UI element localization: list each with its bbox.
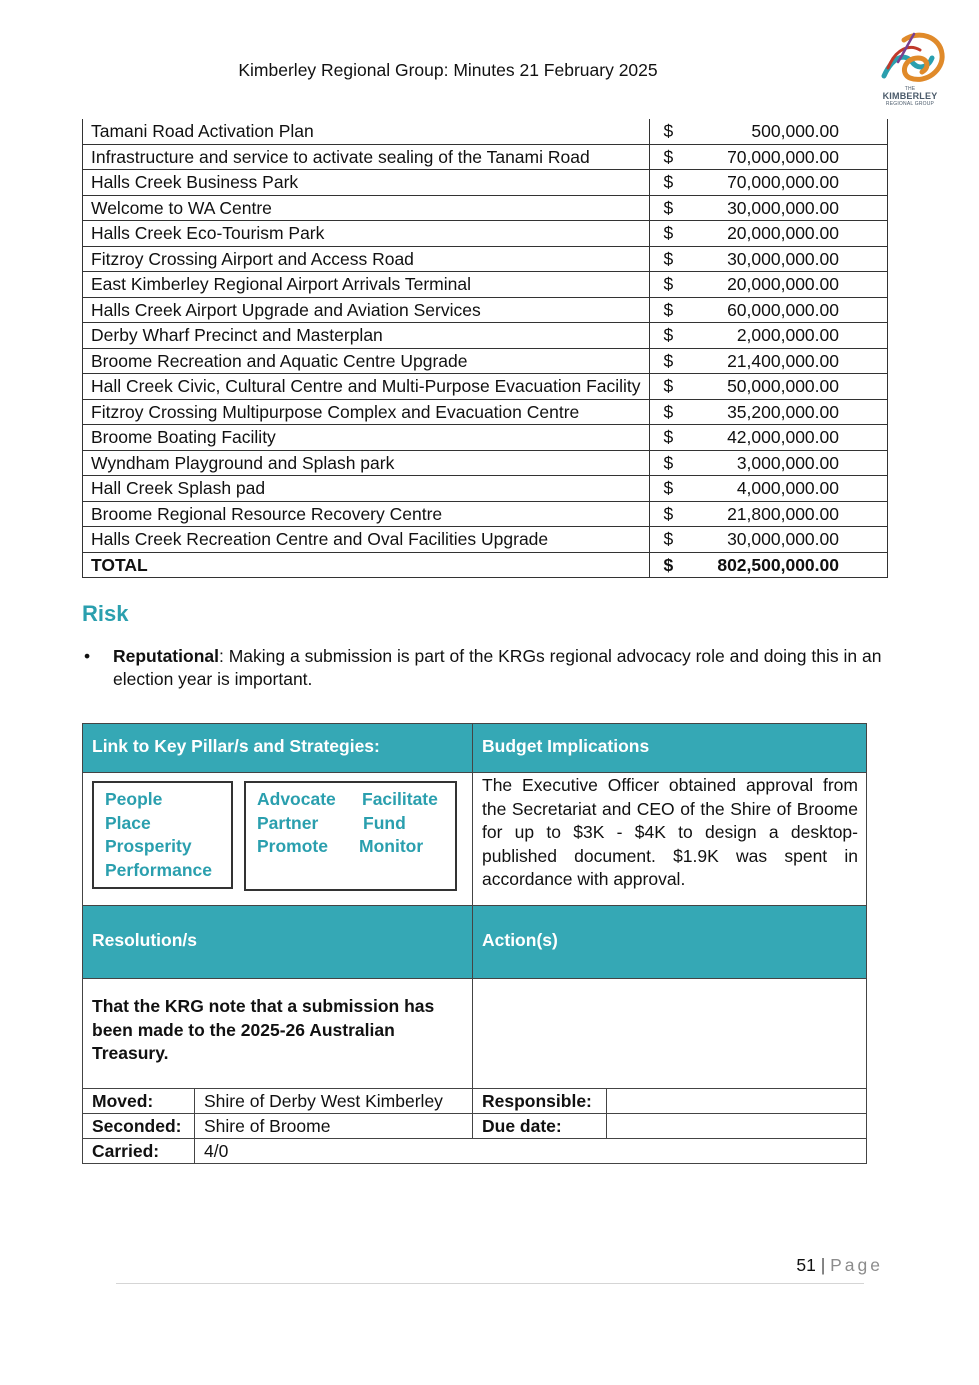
table-row	[83, 144, 888, 170]
seconded-label: Seconded:	[92, 1116, 182, 1136]
currency-symbol: $	[663, 121, 674, 142]
currency-symbol: $	[663, 554, 674, 575]
amount-cell	[649, 501, 887, 527]
strategies-right	[359, 788, 438, 859]
project-name: Wyndham Playground and Splash park	[83, 450, 650, 476]
currency-symbol: $	[663, 503, 674, 524]
project-name: Tamani Road Activation Plan	[83, 119, 650, 144]
table-row	[83, 195, 888, 221]
budget-implications-text: The Executive Officer obtained approval from the Secretariat and CEO of the Shire of Broome for up to $3K - $4K to design a desktop-published document. $1.9K was spent in accordance with approval.	[482, 775, 858, 889]
project-name: Hall Creek Civic, Cultural Centre and Multi-Purpose Evacuation Facility	[83, 374, 650, 400]
table-row	[83, 272, 888, 298]
footer-separator: |	[820, 1255, 826, 1275]
amount-cell	[649, 272, 887, 298]
divider	[83, 1088, 866, 1089]
project-amount: 30,000,000.00	[727, 197, 839, 218]
pillar-performance: Performance	[105, 859, 212, 880]
project-name: Halls Creek Recreation Centre and Oval Facilities Upgrade	[83, 527, 650, 553]
budget-header: Budget Implications	[473, 724, 866, 773]
page-header-title: Kimberley Regional Group: Minutes 21 February 2025	[238, 60, 658, 80]
amount-cell	[649, 246, 887, 272]
risk-bullet-text: Reputational: Making a submission is part of the KRGs regional advocacy role and doing this in an election year is important.	[113, 646, 882, 689]
total-amount: 802,500,000.00	[717, 554, 839, 575]
currency-symbol: $	[663, 478, 674, 499]
project-name: Broome Boating Facility	[83, 425, 650, 451]
amount-cell	[649, 170, 887, 196]
amount-cell	[649, 399, 887, 425]
pillar-prosperity: Prosperity	[105, 836, 192, 856]
moved-value: Shire of Derby West Kimberley	[204, 1091, 443, 1111]
strategies-left	[257, 788, 336, 859]
pillar-people: People	[105, 789, 163, 809]
due-date-label: Due date:	[482, 1116, 562, 1136]
currency-symbol: $	[663, 223, 674, 244]
resolution-header: Resolution/s	[83, 906, 473, 978]
carried-value: 4/0	[204, 1141, 229, 1161]
currency-symbol: $	[663, 427, 674, 448]
pillars-box	[92, 781, 233, 889]
pillars-header: Link to Key Pillar/s and Strategies:	[83, 724, 473, 773]
project-amount: 20,000,000.00	[727, 223, 839, 244]
divider	[83, 905, 866, 906]
logo-wordmark: THE KIMBERLEY REGIONAL GROUP	[882, 86, 938, 107]
amount-cell	[649, 552, 887, 578]
project-name: Broome Regional Resource Recovery Centre	[83, 501, 650, 527]
table-row	[83, 246, 888, 272]
project-name: Welcome to WA Centre	[83, 195, 650, 221]
resolution-grid	[82, 723, 867, 1164]
risk-bullet	[82, 645, 888, 691]
project-name: Hall Creek Splash pad	[83, 476, 650, 502]
amount-cell	[649, 348, 887, 374]
project-amount: 70,000,000.00	[727, 146, 839, 167]
pillar-place: Place	[105, 812, 151, 833]
responsible-label: Responsible:	[482, 1091, 592, 1111]
table-row	[83, 425, 888, 451]
table-row	[83, 119, 888, 144]
table-row	[83, 297, 888, 323]
project-amount: 2,000,000.00	[736, 325, 839, 346]
action-header: Action(s)	[473, 906, 866, 978]
project-cost-table	[82, 119, 888, 578]
table-row	[83, 221, 888, 247]
strategy-fund: Fund	[363, 812, 406, 833]
divider	[83, 978, 866, 979]
resolution-text: That the KRG note that a submission has been made to the 2025-26 Australian Treasury.	[92, 996, 435, 1063]
project-amount: 42,000,000.00	[727, 427, 839, 448]
table-row	[83, 399, 888, 425]
table-row	[83, 527, 888, 553]
page-footer	[0, 1255, 883, 1276]
strategy-advocate: Advocate	[257, 789, 336, 809]
page-word: Page	[830, 1255, 883, 1275]
project-name: Halls Creek Eco-Tourism Park	[83, 221, 650, 247]
project-amount: 30,000,000.00	[727, 529, 839, 550]
footer-rule	[116, 1283, 864, 1284]
project-name: Derby Wharf Precinct and Masterplan	[83, 323, 650, 349]
project-name: Fitzroy Crossing Multipurpose Complex and Evacuation Centre	[83, 399, 650, 425]
project-amount: 21,400,000.00	[727, 350, 839, 371]
bullet-dot-icon: •	[84, 646, 91, 666]
project-name: Infrastructure and service to activate sealing of the Tanami Road	[83, 144, 650, 170]
table-row	[83, 501, 888, 527]
project-name: Halls Creek Business Park	[83, 170, 650, 196]
project-amount: 3,000,000.00	[736, 452, 839, 473]
amount-cell	[649, 450, 887, 476]
amount-cell	[649, 119, 887, 144]
divider	[83, 1113, 866, 1114]
moved-label: Moved:	[92, 1091, 154, 1111]
amount-cell	[649, 144, 887, 170]
table-row	[83, 476, 888, 502]
divider	[194, 1088, 195, 1163]
divider	[83, 1138, 866, 1139]
project-name: Fitzroy Crossing Airport and Access Road	[83, 246, 650, 272]
total-label: TOTAL	[83, 552, 650, 578]
amount-cell	[649, 221, 887, 247]
currency-symbol: $	[663, 248, 674, 269]
total-row	[83, 552, 888, 578]
project-name: Halls Creek Airport Upgrade and Aviation Services	[83, 297, 650, 323]
page-number: 51	[796, 1255, 816, 1275]
table-row	[83, 323, 888, 349]
amount-cell	[649, 195, 887, 221]
amount-cell	[649, 425, 887, 451]
currency-symbol: $	[663, 350, 674, 371]
project-name: Broome Recreation and Aquatic Centre Upgrade	[83, 348, 650, 374]
carried-label: Carried:	[92, 1141, 160, 1161]
project-amount: 20,000,000.00	[727, 274, 839, 295]
strategies-box	[244, 781, 457, 891]
table-row	[83, 450, 888, 476]
currency-symbol: $	[663, 197, 674, 218]
table-row	[83, 170, 888, 196]
currency-symbol: $	[663, 452, 674, 473]
amount-cell	[649, 527, 887, 553]
currency-symbol: $	[663, 376, 674, 397]
strategy-promote: Promote	[257, 836, 328, 856]
seconded-value: Shire of Broome	[204, 1116, 331, 1136]
project-amount: 50,000,000.00	[727, 376, 839, 397]
currency-symbol: $	[663, 299, 674, 320]
amount-cell	[649, 374, 887, 400]
currency-symbol: $	[663, 529, 674, 550]
strategy-monitor: Monitor	[359, 836, 424, 856]
amount-cell	[649, 476, 887, 502]
currency-symbol: $	[663, 274, 674, 295]
table-row	[83, 374, 888, 400]
project-amount: 70,000,000.00	[727, 172, 839, 193]
project-amount: 500,000.00	[751, 121, 839, 142]
project-amount: 4,000,000.00	[736, 478, 839, 499]
divider	[83, 772, 866, 773]
project-amount: 35,200,000.00	[727, 401, 839, 422]
project-name: East Kimberley Regional Airport Arrivals Terminal	[83, 272, 650, 298]
currency-symbol: $	[663, 146, 674, 167]
amount-cell	[649, 323, 887, 349]
divider	[606, 1088, 607, 1139]
project-amount: 60,000,000.00	[727, 299, 839, 320]
table-row	[83, 348, 888, 374]
strategy-partner: Partner	[257, 812, 319, 833]
amount-cell	[649, 297, 887, 323]
strategy-facilitate: Facilitate	[362, 789, 438, 809]
currency-symbol: $	[663, 401, 674, 422]
currency-symbol: $	[663, 172, 674, 193]
project-amount: 21,800,000.00	[727, 503, 839, 524]
project-amount: 30,000,000.00	[727, 248, 839, 269]
divider	[472, 724, 473, 1139]
risk-heading: Risk	[82, 601, 129, 626]
currency-symbol: $	[663, 325, 674, 346]
